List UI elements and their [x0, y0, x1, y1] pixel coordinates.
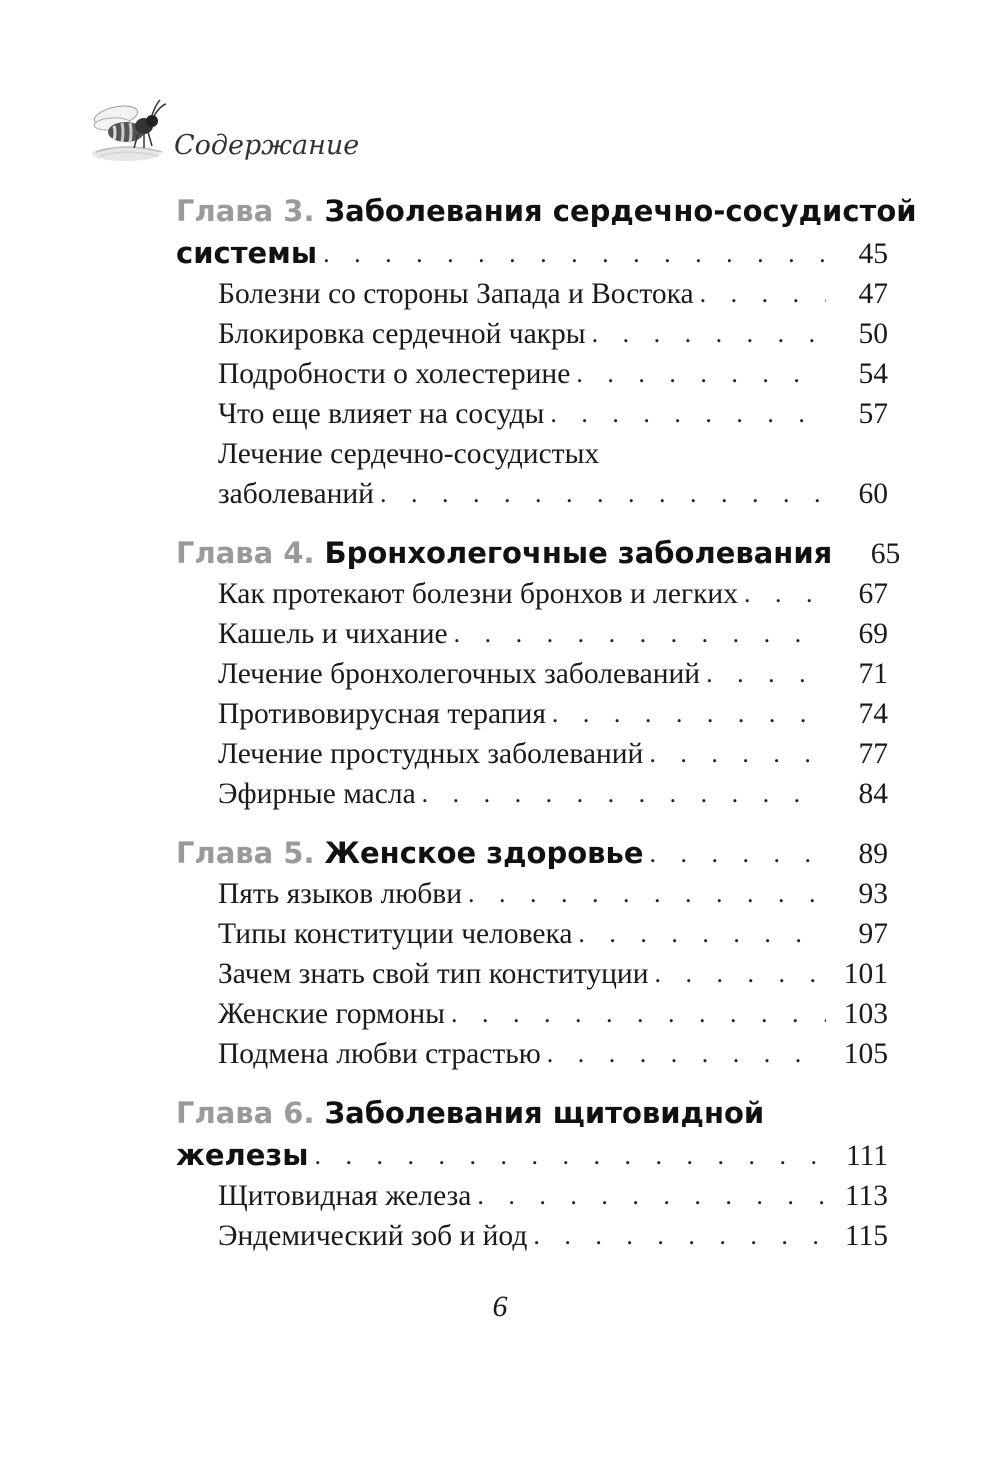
toc-entry[interactable] [176, 914, 888, 954]
page-number: 71 [858, 658, 888, 690]
page-number: 84 [858, 778, 888, 810]
entry-title: Лечение сердечно-сосудистых [218, 438, 600, 470]
toc-entry[interactable] [176, 354, 888, 394]
leader-dots [552, 694, 826, 734]
leader-dots [454, 614, 826, 654]
page-number: 50 [858, 318, 888, 350]
leader-dots [649, 734, 826, 774]
page-number: 105 [843, 1038, 888, 1070]
entry-title: Подробности о холестерине [218, 358, 571, 390]
chapter-heading-continued[interactable] [176, 232, 888, 274]
entry-title: Что еще влияет на сосуды [218, 398, 545, 430]
page-number: 97 [858, 918, 888, 950]
leader-dots [706, 654, 826, 694]
page-number: 54 [858, 358, 888, 390]
page-number: 60 [858, 478, 888, 510]
chapter-label: Глава 6. [176, 1096, 315, 1130]
page-number: 77 [858, 738, 888, 770]
page-number: 57 [858, 398, 888, 430]
leader-dots [550, 394, 826, 434]
entry-title: Зачем знать свой тип конституции [218, 958, 649, 990]
chapter-heading-continued[interactable] [176, 1134, 888, 1176]
entry-title: Подмена любви страстью [218, 1038, 541, 1070]
toc-entry[interactable] [176, 394, 888, 434]
chapter-title: Бронхолегочные заболевания [324, 536, 833, 570]
leader-dots [578, 914, 826, 954]
entry-title: Лечение простудных заболеваний [218, 738, 644, 770]
leader-dots [323, 233, 826, 275]
toc-entry-continued[interactable] [176, 474, 888, 514]
leader-dots [422, 774, 826, 814]
chapter-title: системы [176, 236, 318, 270]
chapter-label: Глава 5. [176, 836, 315, 870]
leader-dots [315, 1135, 826, 1177]
entry-title: Женские гормоны [218, 998, 445, 1030]
leader-dots [576, 354, 826, 394]
toc-entry[interactable] [176, 274, 888, 314]
chapter-title: железы [176, 1138, 309, 1172]
page-number: 65 [870, 538, 901, 570]
toc-entry[interactable] [176, 654, 888, 694]
entry-title: Противовирусная терапия [218, 698, 546, 730]
leader-dots [380, 474, 826, 514]
page-number-footer: 6 [492, 1290, 508, 1323]
entry-title: Эфирные масла [218, 778, 416, 810]
entry-title: Как протекают болезни бронхов и легких [218, 578, 738, 610]
chapter-6 [176, 1092, 888, 1256]
entry-title: Типы конституции человека [218, 918, 573, 950]
leader-dots [547, 1034, 826, 1074]
chapter-heading[interactable] [176, 190, 917, 232]
leader-dots [744, 574, 826, 614]
bee-icon [86, 96, 170, 168]
toc-entry[interactable] [176, 734, 888, 774]
page-number: 111 [845, 1140, 888, 1172]
leader-dots [700, 274, 826, 314]
page-number: 101 [843, 958, 888, 990]
toc-entry[interactable] [176, 774, 888, 814]
entry-title: Лечение бронхолегочных заболеваний [218, 658, 701, 690]
page-number: 45 [858, 238, 888, 270]
toc-entry[interactable] [176, 434, 888, 474]
toc-entry[interactable] [176, 874, 888, 914]
chapter-title: Заболевания сердечно-сосудистой [324, 194, 917, 228]
toc-entry[interactable] [176, 694, 888, 734]
chapter-label: Глава 4. [176, 536, 315, 570]
chapter-heading[interactable] [176, 1092, 888, 1134]
entry-title: Эндемический зоб и йод [218, 1220, 528, 1252]
running-header [86, 96, 386, 176]
header-title: Содержание [174, 130, 360, 161]
entry-title: Болезни со стороны Запада и Востока [218, 278, 694, 310]
chapter-3 [176, 190, 917, 514]
chapter-label: Глава 3. [176, 194, 315, 228]
toc-entry[interactable] [176, 314, 888, 354]
page-number: 89 [858, 838, 888, 870]
chapter-title: Заболевания щитовидной [324, 1096, 765, 1130]
toc-entry[interactable] [176, 954, 888, 994]
chapter-4 [176, 532, 901, 814]
chapter-heading[interactable] [176, 532, 901, 574]
toc-entry[interactable] [176, 1034, 888, 1074]
toc-entry[interactable] [176, 994, 888, 1034]
leader-dots [650, 833, 826, 875]
page-number: 113 [844, 1180, 888, 1212]
toc-entry[interactable] [176, 1216, 888, 1256]
entry-title: заболеваний [218, 478, 374, 510]
chapter-heading[interactable] [176, 832, 888, 874]
page-number: 67 [858, 578, 888, 610]
entry-title: Блокировка сердечной чакры [218, 318, 586, 350]
page-number: 74 [858, 698, 888, 730]
entry-title: Кашель и чихание [218, 618, 448, 650]
page-number: 47 [858, 278, 888, 310]
leader-dots [451, 994, 826, 1034]
page-number: 115 [844, 1220, 888, 1252]
leader-dots [477, 1176, 826, 1216]
table-of-contents [176, 190, 917, 1274]
entry-title: Пять языков любви [218, 878, 463, 910]
toc-entry[interactable] [176, 614, 888, 654]
toc-entry[interactable] [176, 1176, 888, 1216]
entry-title: Щитовидная железа [218, 1180, 472, 1212]
chapter-5 [176, 832, 888, 1074]
chapter-title: Женское здоровье [324, 836, 644, 870]
page-number: 93 [858, 878, 888, 910]
leader-dots [533, 1216, 826, 1256]
leader-dots [468, 874, 826, 914]
page-number: 69 [858, 618, 888, 650]
leader-dots [655, 954, 827, 994]
leader-dots [592, 314, 826, 354]
page-number: 103 [843, 998, 888, 1030]
toc-entry[interactable] [176, 574, 888, 614]
